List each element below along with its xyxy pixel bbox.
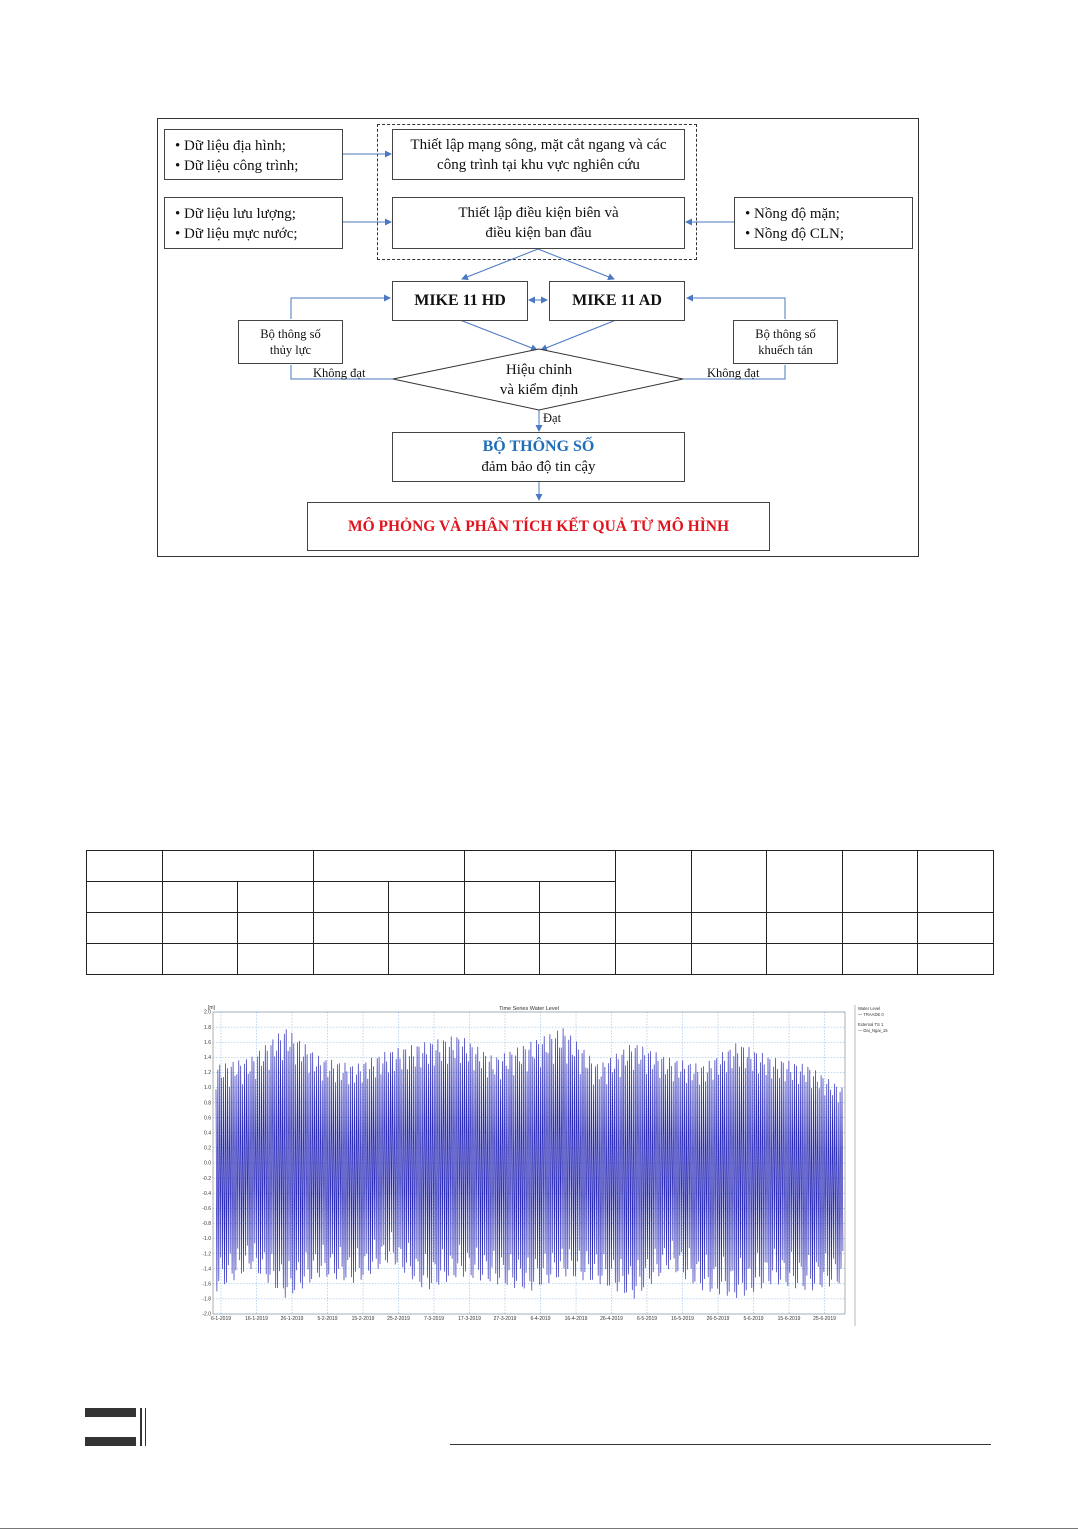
table-cell: [691, 851, 767, 913]
y-tick-label: 1.4: [204, 1055, 211, 1061]
legend-entry: Water Level: [858, 1006, 881, 1011]
table-cell: [87, 913, 163, 944]
setup-network-box: [392, 129, 685, 180]
mike-ad-label: MIKE 11 AD: [572, 292, 662, 309]
table-row: [87, 944, 994, 975]
table-cell: [767, 913, 843, 944]
table-row: [87, 851, 994, 882]
table-cell: [540, 944, 616, 975]
table-cell: [162, 882, 238, 913]
footer-logo-vline-2: [145, 1408, 146, 1446]
params-diffusion-box: [733, 320, 838, 364]
param-set-box: [392, 432, 685, 482]
x-tick-label: 6-1-2019: [210, 1316, 232, 1322]
input-terrain-box: [164, 129, 343, 180]
table-cell: [162, 944, 238, 975]
not-pass-left-label: Không đạt: [313, 366, 366, 380]
footer-logo-bar-bottom: [85, 1437, 136, 1446]
params-hydraulic-text: Bộ thông số thủy lực: [260, 327, 321, 357]
x-tick-label: 6-4-2019: [530, 1316, 551, 1322]
table-cell: [464, 944, 540, 975]
y-tick-label: -1.4: [202, 1266, 211, 1273]
legend-entry: — TRAADE 0: [858, 1012, 884, 1017]
table-cell: [691, 944, 767, 975]
simulate-box: [307, 502, 770, 551]
table-row: [87, 913, 994, 944]
input-flow-2: • Dữ liệu mực nước;: [175, 224, 332, 244]
y-tick-label: 1.2: [204, 1070, 211, 1077]
input-salinity-box: [734, 197, 913, 249]
x-tick-label: 5-2-2019: [317, 1316, 338, 1322]
y-tick-label: 0.4: [204, 1130, 211, 1137]
x-tick-label: 26-1-2019: [280, 1316, 304, 1322]
y-tick-label: -1.0: [202, 1236, 211, 1243]
table-cell: [162, 913, 238, 944]
table-cell: [313, 851, 464, 882]
y-tick-label: 0.8: [204, 1100, 211, 1107]
table-cell: [238, 882, 314, 913]
table-cell: [767, 851, 843, 913]
y-tick-label: -0.6: [202, 1206, 211, 1212]
table-cell: [238, 944, 314, 975]
input-flow-1: • Dữ liệu lưu lượng;: [175, 204, 332, 224]
footer-logo-bar-top: [85, 1408, 136, 1417]
input-flow-box: [164, 197, 343, 249]
x-tick-label: 16-5-2019: [671, 1316, 694, 1322]
x-tick-label: 27-3-2019: [493, 1316, 517, 1322]
y-tick-label: 1.6: [204, 1039, 211, 1046]
table-cell: [918, 851, 994, 913]
table-cell: [313, 913, 389, 944]
table-cell: [313, 944, 389, 975]
table-cell: [87, 944, 163, 975]
y-tick-label: 1.0: [204, 1085, 211, 1092]
y-tick-label: -0.2: [202, 1175, 211, 1182]
empty-table: [86, 850, 994, 975]
table-cell: [313, 882, 389, 913]
y-tick-label: 0.6: [204, 1115, 211, 1122]
legend-entry: External TS 1: [858, 1022, 884, 1027]
table-cell: [616, 851, 692, 913]
table-cell: [464, 851, 615, 882]
x-tick-label: 17-3-2019: [458, 1316, 481, 1322]
table-cell: [540, 882, 616, 913]
mike-hd-box: [392, 281, 528, 321]
y-tick-label: 2.0: [204, 1009, 211, 1016]
y-tick-label: -1.6: [202, 1281, 211, 1288]
param-set-title: BỘ THÔNG SỐ: [482, 438, 595, 455]
x-tick-label: 6-5-2019: [636, 1316, 658, 1322]
table-cell: [691, 913, 767, 944]
table-cell: [842, 851, 918, 913]
y-tick-label: -1.2: [202, 1251, 211, 1258]
table-cell: [464, 882, 540, 913]
y-tick-label: 1.8: [204, 1024, 211, 1031]
input-terrain-2: • Dữ liệu công trình;: [175, 156, 332, 176]
table-cell: [238, 913, 314, 944]
chart-ylabel: [m]: [208, 1005, 215, 1011]
simulate-text: MÔ PHỎNG VÀ PHÂN TÍCH KẾT QUẢ TỪ MÔ HÌNH: [347, 517, 730, 535]
footer-rule: [450, 1444, 991, 1445]
x-tick-label: 7-3-2019: [423, 1316, 445, 1322]
table-cell: [842, 944, 918, 975]
table-cell: [540, 913, 616, 944]
legend-entry: — Dai_Ngai_15: [858, 1028, 888, 1033]
y-tick-label: -1.8: [202, 1296, 211, 1303]
page-bottom-rule: [0, 1528, 1078, 1529]
table-cell: [464, 913, 540, 944]
x-tick-label: 15-2-2019: [351, 1316, 375, 1322]
x-tick-label: 16-4-2019: [564, 1316, 588, 1322]
calibration-text: Hiệu chỉnh và kiểm định: [499, 362, 579, 398]
table-cell: [389, 882, 465, 913]
y-tick-label: 0.2: [204, 1145, 211, 1152]
setup-boundary-text: Thiết lập điều kiện biên và điều kiện ban đầu: [458, 205, 619, 241]
setup-boundary-box: [392, 197, 685, 249]
y-tick-label: -2.0: [202, 1311, 211, 1318]
table-cell: [389, 913, 465, 944]
table-cell: [842, 913, 918, 944]
input-salinity-2: • Nồng độ CLN;: [745, 224, 902, 244]
x-tick-label: 25-2-2019: [387, 1316, 410, 1322]
x-tick-label: 26-5-2019: [706, 1316, 730, 1322]
x-tick-label: 15-6-2019: [777, 1316, 801, 1322]
x-tick-label: 16-1-2019: [245, 1316, 268, 1322]
table-cell: [616, 913, 692, 944]
params-diffusion-text: Bộ thông số khuếch tán: [755, 327, 816, 357]
mike-ad-box: [549, 281, 685, 321]
x-tick-label: 5-6-2019: [743, 1316, 764, 1322]
water-level-chart: [195, 1000, 895, 1330]
table-cell: [616, 944, 692, 975]
table-cell: [918, 944, 994, 975]
params-hydraulic-box: [238, 320, 343, 364]
y-tick-labels: [202, 1010, 211, 1318]
setup-network-text: Thiết lập mạng sông, mặt cắt ngang và các công trình tại khu vực nghiên cứu: [410, 136, 667, 173]
table-cell: [87, 882, 163, 913]
table-cell: [918, 913, 994, 944]
y-tick-label: -0.8: [202, 1221, 211, 1228]
param-set-sub: đảm bảo độ tin cậy: [481, 459, 596, 475]
table-cell: [162, 851, 313, 882]
chart-title: Time Series Water Level: [499, 1006, 559, 1012]
mike-hd-label: MIKE 11 HD: [414, 292, 506, 309]
table-cell: [389, 944, 465, 975]
pass-label: Đạt: [543, 411, 562, 425]
table-cell: [87, 851, 163, 882]
y-tick-label: 0.0: [204, 1160, 211, 1167]
x-tick-label: 25-6-2019: [813, 1316, 836, 1322]
x-tick-label: 26-4-2019: [600, 1316, 623, 1322]
footer-logo-vline-1: [140, 1408, 142, 1446]
calibration-label: [474, 360, 604, 400]
input-terrain-1: • Dữ liệu địa hình;: [175, 136, 332, 156]
input-salinity-1: • Nồng độ mặn;: [745, 204, 902, 224]
y-tick-label: -0.4: [202, 1190, 211, 1197]
table-cell: [767, 944, 843, 975]
not-pass-right-label: Không đạt: [707, 366, 760, 380]
